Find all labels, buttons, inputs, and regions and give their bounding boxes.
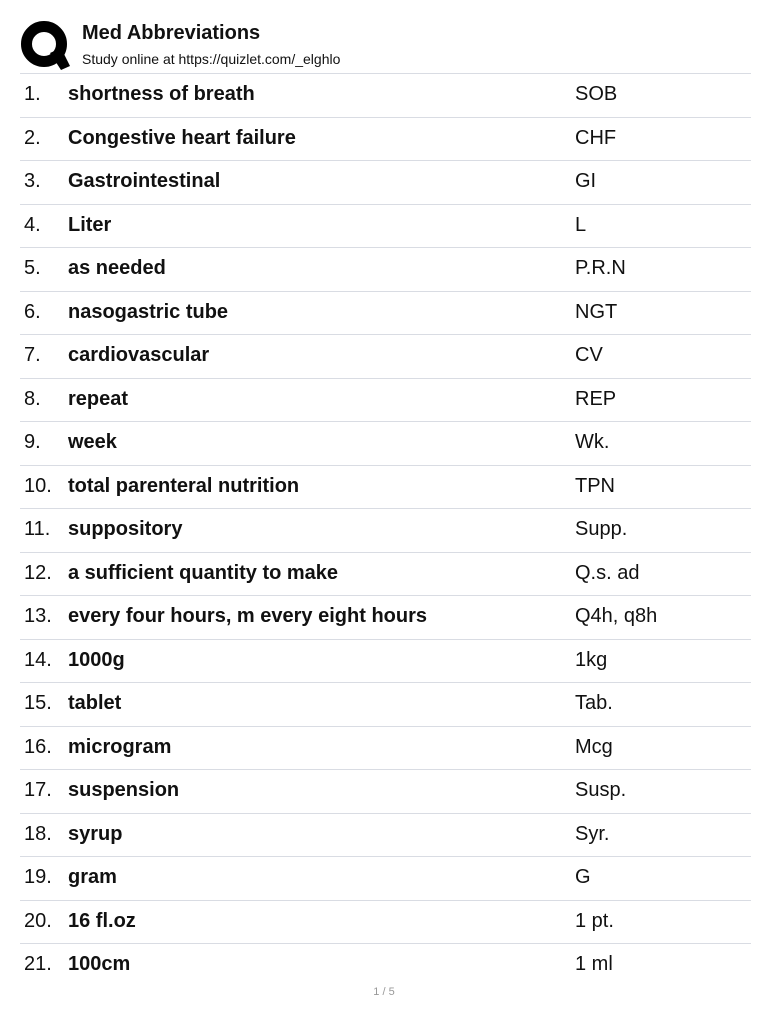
page-title: Med Abbreviations (82, 22, 261, 44)
item-definition: REP (575, 387, 617, 410)
item-term: 1000g (68, 648, 125, 671)
item-term: a sufficient quantity to make (68, 561, 339, 584)
item-term: cardiovascular (68, 344, 210, 366)
list-item (20, 509, 751, 553)
item-number: 6. (24, 300, 41, 323)
item-definition: Q.s. ad (575, 561, 640, 584)
list-item (20, 944, 751, 987)
item-term: nasogastric tube (68, 300, 229, 323)
item-definition: Tab. (575, 692, 613, 714)
item-number: 12. (24, 561, 52, 584)
item-term: Liter (68, 213, 112, 236)
item-term: every four hours, m every eight hours (68, 605, 427, 627)
item-term: syrup (68, 822, 123, 845)
study-online-link[interactable]: Study online at https://quizlet.com/_elghlo (82, 51, 341, 67)
item-number: 13. (24, 605, 52, 627)
list-item (20, 901, 751, 945)
item-term: gram (68, 866, 117, 888)
item-number: 11. (24, 518, 51, 540)
page-header (20, 20, 750, 74)
item-number: 3. (24, 170, 41, 192)
list-item (20, 770, 751, 814)
item-term: suppository (68, 518, 183, 540)
quizlet-logo-icon (20, 20, 70, 70)
item-number: 20. (24, 909, 52, 932)
item-number: 9. (24, 431, 41, 453)
item-definition: G (575, 866, 591, 888)
item-term: total parenteral nutrition (68, 474, 300, 497)
item-definition: Wk. (575, 431, 610, 453)
item-definition: TPN (575, 474, 615, 497)
list-item (20, 814, 751, 858)
list-item (20, 379, 751, 423)
item-definition: Supp. (575, 518, 628, 540)
item-number: 21. (24, 953, 52, 975)
term-list (20, 73, 751, 987)
list-item (20, 74, 751, 118)
item-number: 1. (24, 83, 41, 105)
list-item (20, 292, 751, 336)
item-number: 18. (24, 822, 52, 845)
item-number: 2. (24, 126, 41, 149)
list-item (20, 466, 751, 510)
item-term: 16 fl.oz (68, 909, 136, 932)
item-term: shortness of breath (68, 83, 255, 105)
item-definition: Mcg (575, 735, 613, 758)
list-item (20, 335, 751, 379)
item-term: tablet (68, 692, 122, 714)
item-term: Congestive heart failure (68, 126, 296, 149)
item-definition: Q4h, q8h (575, 605, 658, 627)
item-definition: SOB (575, 83, 618, 105)
list-item (20, 161, 751, 205)
item-definition: 1 pt. (575, 909, 614, 932)
item-term: 100cm (68, 953, 131, 975)
item-number: 17. (24, 779, 52, 801)
item-definition: P.R.N (575, 257, 626, 279)
item-number: 19. (24, 866, 52, 888)
list-item (20, 857, 751, 901)
item-term: microgram (68, 735, 172, 758)
item-definition: GI (575, 170, 597, 192)
page-number: 1 / 5 (373, 986, 395, 998)
item-number: 16. (24, 735, 52, 758)
list-item (20, 118, 751, 162)
item-number: 15. (24, 692, 52, 714)
item-number: 4. (24, 213, 41, 236)
item-definition: 1kg (575, 648, 608, 671)
list-item (20, 422, 751, 466)
item-definition: 1 ml (575, 953, 613, 975)
item-definition: NGT (575, 300, 618, 323)
item-term: as needed (68, 257, 166, 279)
item-definition: L (575, 213, 587, 236)
list-item (20, 248, 751, 292)
list-item (20, 640, 751, 684)
item-term: suspension (68, 779, 180, 801)
list-item (20, 727, 751, 771)
item-number: 14. (24, 648, 52, 671)
item-term: repeat (68, 387, 129, 410)
item-number: 10. (24, 474, 52, 497)
item-number: 7. (24, 344, 41, 366)
item-number: 5. (24, 257, 41, 279)
item-term: Gastrointestinal (68, 170, 221, 192)
item-definition: Susp. (575, 779, 627, 801)
item-number: 8. (24, 387, 41, 410)
item-definition: CV (575, 344, 603, 366)
list-item (20, 683, 751, 727)
item-term: week (68, 431, 117, 453)
list-item (20, 596, 751, 640)
list-item (20, 205, 751, 249)
item-definition: Syr. (575, 822, 610, 845)
list-item (20, 553, 751, 597)
item-definition: CHF (575, 126, 617, 149)
